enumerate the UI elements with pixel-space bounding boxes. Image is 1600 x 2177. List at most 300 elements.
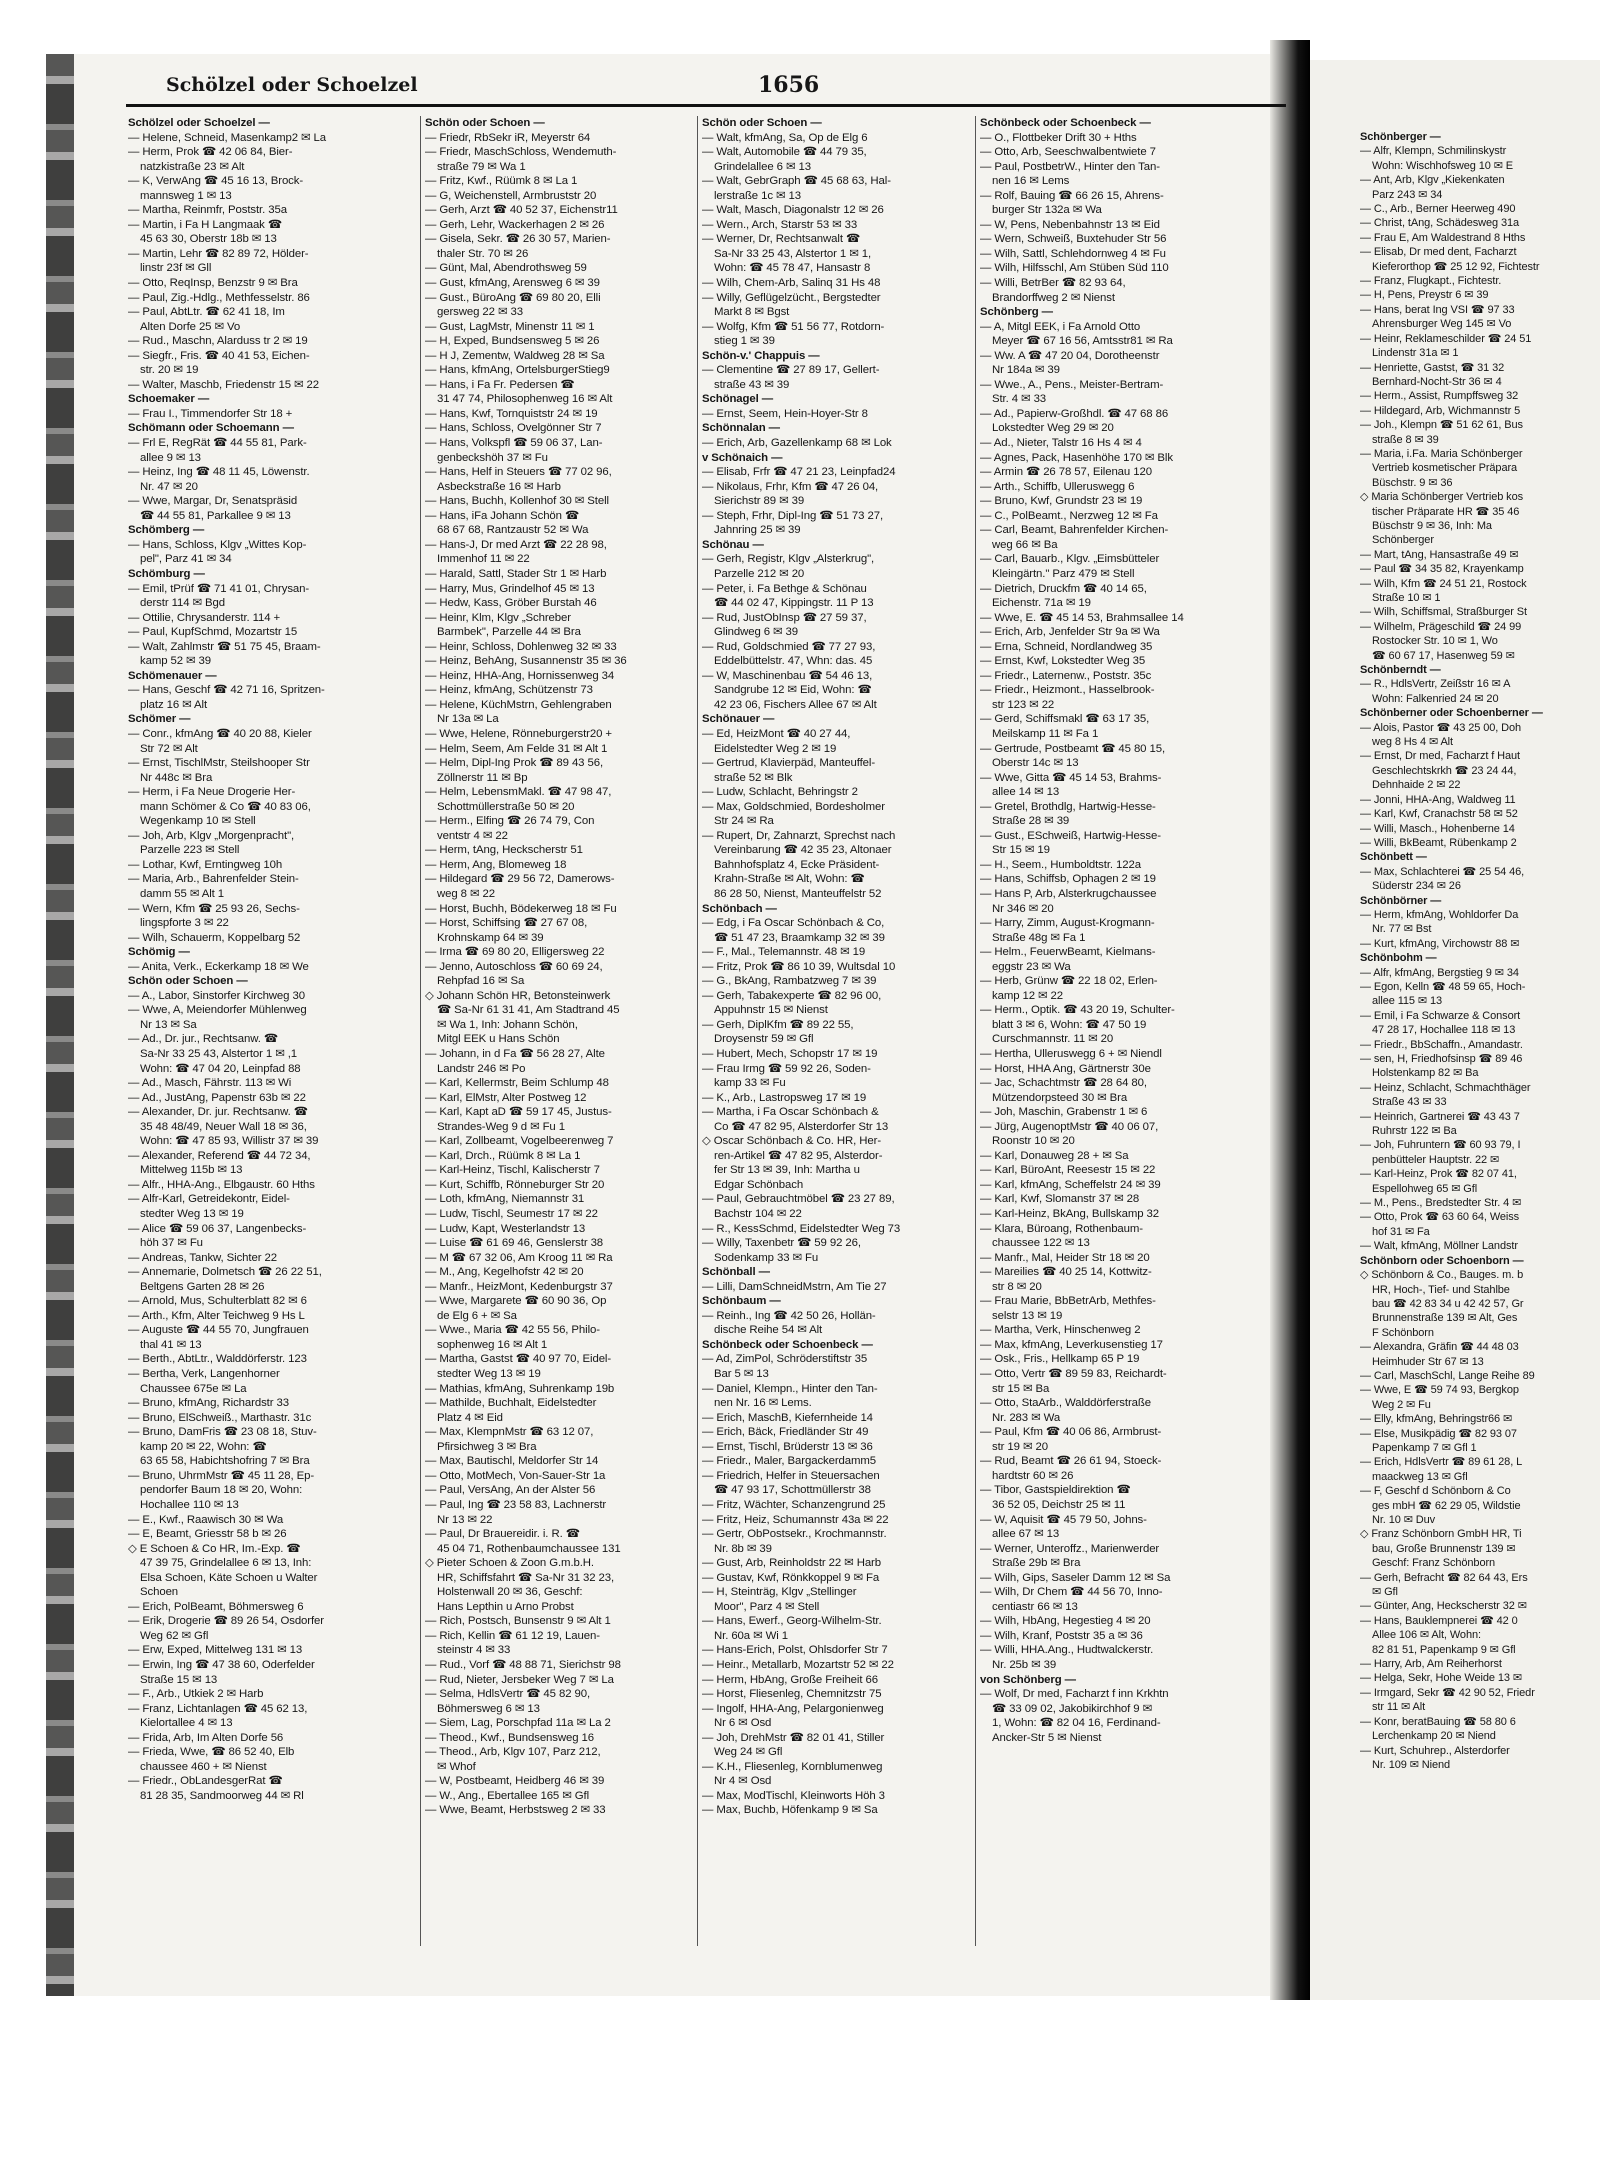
directory-entry: — Frida, Arb, Im Alten Dorfe 56 [128,1731,284,1744]
entry-continuation: Parzelle 223 ✉ Stell [140,844,240,857]
directory-entry: — Dietrich, Druckfm ☎ 40 14 65, [980,582,1147,595]
directory-entry: — Mareilies ☎ 40 25 14, Kottwitz- [980,1266,1152,1279]
entry-continuation: Straße 48g ✉ Fa 1 [992,931,1086,944]
directory-entry: — K.H., Fliesenleg, Kornblumenweg [702,1760,883,1773]
directory-entry: — Herm., Optik. ☎ 43 20 19, Schulter- [980,1004,1175,1017]
entry-continuation: Wohn: Wischhofsweg 10 ✉ E [1372,159,1514,172]
entry-continuation: dische Reihe 54 ✉ Alt [714,1324,823,1337]
directory-entry: — Erich, HdlsVertr ☎ 89 61 28, L [1360,1456,1523,1469]
firm-entry: ◇ Franz Schönborn GmbH HR, Ti [1360,1528,1522,1541]
directory-entry: — Fritz, Kwf., Rüümk 8 ✉ La 1 [425,175,578,188]
entry-continuation: F Schönborn [1372,1326,1434,1339]
directory-entry: — Ernst, Tischl, Brüderstr 13 ✉ 36 [702,1440,873,1453]
directory-entry: — Hans-Erich, Polst, Ohlsdorfer Str 7 [702,1644,888,1657]
entry-continuation: sophenweg 16 ✉ Alt 1 [437,1338,548,1351]
surname-heading: Schönball — [702,1266,770,1279]
entry-continuation: hof 31 ✉ Fa [1372,1225,1430,1238]
entry-continuation: Nr. 10 ✉ Duv [1372,1514,1436,1526]
directory-entry: — M., Pens., Bredstedter Str. 4 ✉ [1360,1197,1522,1210]
directory-entry: — Conr., kfmAng ☎ 40 20 88, Kieler [128,727,312,740]
directory-entry: — Hans, i Fa Fr. Pedersen ☎ [425,378,575,391]
directory-entry: — Martha, Verk, Hinschenweg 2 [980,1324,1141,1337]
directory-entry: — Wilh, Schauerm, Koppelbarg 52 [128,931,301,944]
directory-entry: — Frl E, RegRät ☎ 44 55 81, Park- [128,437,307,450]
directory-entry: — Friedr., BbSchaffn., Amandastr. [1360,1038,1523,1051]
directory-entry: — Jürg, AugenoptMstr ☎ 40 06 07, [980,1120,1159,1133]
directory-entry: — Martin, i Fa H Langmaak ☎ [128,218,282,231]
directory-entry: — Wilh, Schiffsmal, Straßburger St [1360,606,1527,619]
directory-entry: — Gerh, Befracht ☎ 82 64 43, Ers [1360,1571,1528,1584]
directory-entry: — Karl-Heinz, Prok ☎ 82 07 41, [1360,1168,1517,1181]
entry-continuation: 47 39 75, Grindelallee 6 ✉ 13, Inh: [140,1557,312,1570]
directory-entry: — Maria, i.Fa. Maria Schönberger [1360,447,1523,460]
entry-continuation: gersweg 22 ✉ 33 [437,306,523,319]
directory-entry: — Kurt, kfmAng, Virchowstr 88 ✉ [1360,937,1520,950]
entry-continuation: 68 67 68, Rantzaustr 52 ✉ Wa [437,524,589,537]
entry-continuation: str 11 ✉ Alt [1372,1701,1426,1714]
entry-continuation: Alten Dorfe 25 ✉ Vo [140,320,241,333]
directory-entry: — Martha, Reinmfr, Poststr. 35a [128,204,287,217]
directory-entry: — Gust, LagMstr, Minenstr 11 ✉ 1 [425,320,595,333]
directory-entry: — Wilh, Sattl, Schlehdornweg 4 ✉ Fu [980,247,1166,260]
entry-continuation: kamp 52 ✉ 39 [140,655,212,668]
entry-continuation: Meilskamp 11 ✉ Fa 1 [992,727,1099,740]
entry-continuation: 82 81 51, Papenkamp 9 ✉ Gfl [1372,1643,1516,1656]
directory-entry: — Harry, Arb, Am Reiherhorst [1360,1658,1502,1671]
entry-continuation: chaussee 122 ✉ 13 [992,1237,1090,1250]
directory-entry: — Karl, Donauweg 28 + ✉ Sa [980,1149,1129,1162]
entry-continuation: ventstr 4 ✉ 22 [437,829,508,842]
directory-entry: — Arnold, Mus, Schulterblatt 82 ✉ 6 [128,1295,307,1308]
directory-entry: — Paul, Zig.-Hdlg., Methfesselstr. 86 [128,291,310,304]
directory-entry: — Rud., Vorf ☎ 48 88 71, Sierichstr 98 [425,1658,621,1671]
entry-continuation: damm 55 ✉ Alt 1 [140,887,225,900]
directory-entry: — Karl-Heinz, BkAng, Bullskamp 32 [980,1208,1160,1221]
entry-continuation: Straße 15 ✉ 13 [140,1673,218,1686]
entry-continuation: nen Nr. 16 ✉ Lems. [714,1397,812,1410]
directory-entry: — Friedr., Maler, Bargackerdamm5 [702,1455,877,1468]
entry-continuation: Elsa Schoen, Käte Schoen u Walter [140,1571,318,1584]
directory-entry: — Wwe, E. ☎ 45 14 53, Brahmsallee 14 [980,611,1184,624]
directory-entry: — H, Exped, Bundsensweg 5 ✉ 26 [425,335,600,348]
directory-entry: — Ad., Dr. jur., Rechtsanw. ☎ [128,1033,278,1046]
directory-entry: — Fritz, Heiz, Schumannstr 43a ✉ 22 [702,1513,889,1526]
directory-entry: — Max, Schlachterei ☎ 25 54 46, [1360,865,1525,878]
entry-continuation: Vertrieb kosmetischer Präpara [1372,462,1518,475]
entry-continuation: Meyer ☎ 67 16 56, Amtsstr81 ✉ Ra [992,335,1173,348]
directory-entry: — Werner, Unteroffz., Marienwerder [980,1542,1160,1555]
entry-continuation: Ancker-Str 5 ✉ Nienst [992,1731,1102,1744]
directory-entry: — Gretel, Brothdlg, Hartwig-Hesse- [980,800,1156,813]
directory-entry: — Heinz, BehAng, Susannenstr 35 ✉ 36 [425,655,627,668]
directory-entry: — Otto, Arb, Seeschwalbentwiete 7 [980,146,1156,159]
directory-entry: — Ernst, TischlMstr, Steilshooper Str [128,757,310,770]
directory-entry: — Hans, iFa Johann Schön ☎ [425,509,580,522]
directory-entry: — Gisela, Sekr. ☎ 26 30 57, Marien- [425,233,611,246]
directory-entry: — A, Mitgl EEK, i Fa Arnold Otto [980,320,1141,333]
entry-continuation: Nr. 109 ✉ Niend [1372,1758,1451,1771]
directory-entry: — H., Seem., Humboldtstr. 122a [980,858,1141,871]
directory-entry: — G., BkAng, Rambatzweg 7 ✉ 39 [702,975,877,988]
entry-continuation: selstr 13 ✉ 19 [992,1309,1063,1322]
directory-entry: — Carl, Beamt, Bahrenfelder Kirchen- [980,524,1169,537]
surname-heading: v Schönaich — [702,451,783,464]
directory-entry: — Hans, Volkspfl ☎ 59 06 37, Lan- [425,437,603,450]
directory-entry: — Selma, HdlsVertr ☎ 45 82 90, [425,1688,591,1701]
entry-continuation: Nr 346 ✉ 20 [992,902,1054,915]
directory-entry: — E, Beamt, Griesstr 58 b ✉ 26 [128,1528,287,1541]
directory-entry: — Wwe, Gitta ☎ 45 14 53, Brahms- [980,771,1162,784]
directory-entry: — Andreas, Tankw, Sichter 22 [128,1251,277,1264]
directory-entry: — Frau Marie, BbBetrArb, Methfes- [980,1295,1156,1308]
directory-entry: — Max, ModTischl, Kleinworts Höh 3 [702,1789,885,1802]
entry-continuation: Böhmersweg 6 ✉ 13 [437,1702,540,1715]
entry-continuation: str 8 ✉ 20 [992,1280,1042,1293]
entry-continuation: thal 41 ✉ 13 [140,1338,202,1351]
entry-continuation: natzkistraße 23 ✉ Alt [140,160,245,173]
directory-entry: — Alfr-Karl, Getreidekontr, Eidel- [128,1193,290,1206]
entry-continuation: Nr 13 ✉ Sa [140,1018,197,1031]
entry-continuation: HR, Schiffsfahrt ☎ Sa-Nr 31 32 23, [437,1571,615,1584]
directory-entry: — Wwe, A, Meiendorfer Mühlenweg [128,1004,307,1017]
directory-entry: — Herb, Grünw ☎ 22 18 02, Erlen- [980,975,1158,988]
directory-entry: — Friedr, MaschSchloss, Wendemuth- [425,146,617,159]
directory-entry: — Emil, i Fa Schwarze & Consort [1360,1009,1521,1022]
entry-continuation: Wohn: ☎ 47 04 20, Leinpfad 88 [140,1062,301,1075]
entry-continuation: Holstenkamp 82 ✉ Ba [1372,1067,1479,1080]
entry-continuation: Str 24 ✉ Ra [714,815,774,828]
entry-continuation: Bernhard-Nocht-Str 36 ✉ 4 [1372,375,1502,388]
directory-entry: — Paul, Kfm ☎ 40 06 86, Armbrust- [980,1426,1162,1439]
directory-entry: — Karl, Kapt aD ☎ 59 17 45, Justus- [425,1106,612,1119]
surname-heading: Schönbach — [702,902,777,915]
directory-entry: — Mart, tAng, Hansastraße 49 ✉ [1360,548,1519,561]
directory-entry: — W, Aquisit ☎ 45 79 50, Johns- [980,1513,1147,1526]
entry-continuation: ☎ 44 02 47, Kippingstr. 11 P 13 [714,597,874,610]
entry-continuation: thaler Str. 70 ✉ 26 [437,247,529,260]
directory-entry: — Gerh, Lehr, Wackerhagen 2 ✉ 26 [425,218,605,231]
entry-continuation: 63 65 58, Habichtshofring 7 ✉ Bra [140,1455,310,1468]
entry-continuation: Hans Lepthin u Arno Probst [437,1600,574,1613]
directory-entry: — Wilh, Hilfsschl, Am Stüben Süd 110 [980,262,1169,275]
entry-continuation: weg 8 ✉ 22 [437,887,495,900]
directory-entry: — F, Geschf d Schönborn & Co [1360,1485,1511,1498]
directory-entry: — Wilh, Gips, Saseler Damm 12 ✉ Sa [980,1571,1171,1584]
entry-continuation: Kleingärtn." Parz 479 ✉ Stell [992,567,1135,580]
directory-entry: — Friedr, RbSekr iR, Meyerstr 64 [425,131,591,144]
page-number: 1656 [758,72,820,98]
entry-continuation: Vereinbarung ☎ 42 35 23, Altonaer [714,844,892,857]
directory-entry: — Wern, Schweiß, Buxtehuder Str 56 [980,233,1167,246]
entry-continuation: Sierichstr 89 ✉ 39 [714,495,805,508]
directory-entry: — Karl, Kwf, Slomanstr 37 ✉ 28 [980,1193,1140,1206]
firm-entry: ◇ E Schoen & Co HR, Im.-Exp. ☎ [128,1542,301,1555]
entry-continuation: penbütteler Hauptstr. 22 ✉ [1372,1153,1500,1166]
entry-continuation: Barmbek", Parzelle 44 ✉ Bra [437,626,581,639]
directory-entry: — R., HdlsVertr, Zeißstr 16 ✉ A [1360,678,1511,691]
directory-entry: — Ant, Arb, Klgv „Kiekenkaten [1360,174,1505,187]
directory-entry: — Walt, GebrGraph ☎ 45 68 63, Hal- [702,175,891,188]
directory-entry: — Herm, kfmAng, Wohldorfer Da [1360,908,1519,921]
entry-continuation: Edgar Schönbach [714,1178,804,1191]
entry-continuation: höh 37 ✉ Fu [140,1237,203,1250]
entry-continuation: Eichenstr. 71a ✉ 19 [992,597,1091,610]
directory-entry: — Hildegard, Arb, Wichmannstr 5 [1360,404,1521,417]
directory-entry: — Friedr., Heizmont., Hasselbrook- [980,684,1155,697]
directory-entry: — Frau I., Timmendorfer Str 18 + [128,407,293,420]
directory-entry: — Irmgard, Sekr ☎ 42 90 52, Friedr [1360,1686,1535,1699]
directory-entry: — W, Pens, Nebenbahnstr 13 ✉ Eid [980,218,1160,231]
entry-continuation: Moor", Parz 4 ✉ Stell [714,1600,820,1613]
directory-entry: — Willi, BetrBer ☎ 82 93 64, [980,277,1126,290]
directory-entry: — Ad., Masch, Fährstr. 113 ✉ Wi [128,1077,292,1090]
entry-continuation: Sodenkamp 33 ✉ Fu [714,1251,819,1264]
directory-entry: — Erich, Bäck, Friedländer Str 49 [702,1426,869,1439]
entry-continuation: Weg 62 ✉ Gfl [140,1629,209,1642]
entry-continuation: Parz 243 ✉ 34 [1372,188,1443,201]
directory-entry: — Ad., Nieter, Talstr 16 Hs 4 ✉ 4 [980,437,1142,450]
entry-continuation: Mittelweg 115b ✉ 13 [140,1164,243,1177]
entry-continuation: Nr. 60a ✉ Wi 1 [714,1629,788,1642]
entry-continuation: ✉ Wa 1, Inh: Johann Schön, [437,1018,578,1031]
directory-entry: — Horst, HHA Ang, Gärtnerstr 30e [980,1062,1151,1075]
entry-continuation: Krohnskamp 64 ✉ 39 [437,931,544,944]
directory-entry: — Walt, kfmAng, Sa, Op de Elg 6 [702,131,868,144]
entry-continuation: 36 52 05, Deichstr 25 ✉ 11 [992,1498,1126,1511]
entry-continuation: Landstr 246 ✉ Po [437,1062,526,1075]
surname-heading: Schömburg — [128,567,205,580]
directory-entry: — Ad., JustAng, Papenstr 63b ✉ 22 [128,1091,306,1104]
entry-continuation: ☎ 51 47 23, Braamkamp 32 ✉ 39 [714,931,885,944]
directory-entry: — Rud, JustObInsp ☎ 27 59 37, [702,611,867,624]
directory-entry: — Ingolf, HHA-Ang, Pelargonienweg [702,1702,884,1715]
directory-entry: — Reinh., Ing ☎ 42 50 26, Hollän- [702,1309,876,1322]
directory-entry: — Hans, Geschf ☎ 42 71 16, Spritzen- [128,684,325,697]
entry-continuation: steinstr 4 ✉ 33 [437,1644,511,1657]
directory-entry: — Paul, AbtLtr. ☎ 62 41 18, Im [128,306,285,319]
entry-continuation: str 123 ✉ 22 [992,698,1055,711]
directory-entry: — Bruno, Kwf, Grundstr 23 ✉ 19 [980,495,1143,508]
directory-entry: — Jenno, Autoschloss ☎ 60 69 24, [425,960,603,973]
entry-continuation: Schoen [140,1586,179,1599]
entry-continuation: Ahrensburger Weg 145 ✉ Vo [1372,318,1512,331]
entry-continuation: ☎ 33 09 02, Jakobikirchhof 9 ✉ [992,1702,1153,1715]
surname-heading: Schönnalan — [702,422,780,435]
entry-continuation: Schönberger [1372,534,1434,547]
directory-entry: — Walt, Zahlmstr ☎ 51 75 45, Braam- [128,640,321,653]
entry-continuation: Immenhof 11 ✉ 22 [437,553,530,566]
entry-continuation: Wegenkamp 10 ✉ Stell [140,815,256,828]
directory-entry: — K., Arb., Lastropsweg 17 ✉ 19 [702,1091,867,1104]
directory-entry: — Luise ☎ 61 69 46, Genslerstr 38 [425,1237,604,1250]
entry-continuation: ges mbH ☎ 62 29 05, Wildstie [1372,1499,1521,1512]
entry-continuation: genbeckshöh 37 ✉ Fu [437,451,548,464]
directory-entry: — Otto, ReqInsp, Benzstr 9 ✉ Bra [128,277,298,290]
entry-continuation: kamp 33 ✉ Fu [714,1077,786,1090]
directory-entry: — Wilh, Chem-Arb, Salinq 31 Hs 48 [702,277,881,290]
directory-entry: — Auguste ☎ 44 55 70, Jungfrauen [128,1324,309,1337]
directory-entry: — Gertr, ObPostsekr., Krochmannstr. [702,1528,887,1541]
directory-entry: — Franz, Lichtanlagen ☎ 45 62 13, [128,1702,308,1715]
entry-continuation: Kielortallee 4 ✉ 13 [140,1717,233,1730]
directory-entry: — Helm., FeuerwBeamt, Kielmans- [980,946,1156,959]
directory-entry: — Helm, LebensmMakl. ☎ 47 98 47, [425,786,612,799]
entry-continuation: pel", Parz 41 ✉ 34 [140,553,232,566]
surname-heading: Schönbohm — [1360,952,1437,965]
entry-continuation: Zöllnerstr 11 ✉ Bp [437,771,528,784]
directory-entry: — Walter, Maschb, Friedenstr 15 ✉ 22 [128,378,320,391]
entry-continuation: straße 52 ✉ Blk [714,771,793,784]
directory-entry: — Herm, Prok ☎ 42 06 84, Bier- [128,146,293,159]
entry-continuation: Nr. 283 ✉ Wa [992,1411,1061,1424]
entry-continuation: Markt 8 ✉ Bgst [714,306,790,319]
directory-entry: — Klara, Büroang, Rothenbaum- [980,1222,1143,1235]
directory-entry: — Clementine ☎ 27 89 17, Gellert- [702,364,880,377]
entry-continuation: Appuhnstr 15 ✉ Nienst [714,1004,828,1017]
entry-continuation: Bahnhofsplatz 4, Ecke Präsident- [714,858,880,871]
directory-entry: — Wwe, Beamt, Herbstsweg 2 ✉ 33 [425,1804,606,1817]
directory-entry: — Erik, Drogerie ☎ 89 26 54, Osdorfer [128,1615,324,1628]
directory-entry: — Bruno, UhrmMstr ☎ 45 11 28, Ep- [128,1469,315,1482]
entry-continuation: Droysenstr 59 ✉ Gfl [714,1033,814,1046]
directory-entry: — Erich, PolBeamt, Böhmersweg 6 [128,1600,304,1613]
entry-continuation: pendorfer Baum 18 ✉ 20, Wohn: [140,1484,303,1497]
directory-entry: — Helene, KüchMstrn, Gehlengraben [425,698,612,711]
directory-entry: — Alois, Pastor ☎ 43 25 00, Doh [1360,721,1522,734]
directory-entry: — Hans P, Arb, Alsterkrugchaussee [980,887,1157,900]
directory-entry: — Paul, Ing ☎ 23 58 83, Lachnerstr [425,1498,607,1511]
directory-entry: — Heinr, Schloss, Dohlenweg 32 ✉ 33 [425,640,617,653]
directory-entry: — Tibor, Gastspieldirektion ☎ [980,1484,1131,1497]
entry-continuation: Nr 6 ✉ Osd [714,1717,772,1730]
firm-entry: ◇ Maria Schönberger Vertrieb kos [1360,491,1524,504]
directory-entry: — Hans, Schloss, Ovelgönner Str 7 [425,422,602,435]
directory-entry: — Gertrud, Klavierpäd, Manteuffel- [702,757,876,770]
directory-entry: — Edg, i Fa Oscar Schönbach & Co, [702,917,885,930]
entry-continuation: Curschmannstr. 11 ✉ 20 [992,1033,1114,1046]
directory-entry: — Siegfr., Fris. ☎ 40 41 53, Eichen- [128,349,310,362]
surname-heading: Schön-v.' Chappuis — [702,349,820,362]
entry-continuation: ☎ Sa-Nr 61 31 41, Am Stadtrand 45 [437,1004,620,1017]
directory-entry: — Carl, MaschSchl, Lange Reihe 89 [1360,1369,1535,1382]
entry-continuation: Nr. 25b ✉ 39 [992,1658,1057,1671]
directory-entry: — Mathias, kfmAng, Suhrenkamp 19b [425,1382,615,1395]
entry-continuation: Weg 2 ✉ Fu [1372,1398,1431,1411]
entry-continuation: Ruhrstr 122 ✉ Ba [1372,1125,1457,1138]
firm-entry: ◇ Schönborn & Co., Bauges. m. b [1360,1269,1524,1282]
directory-entry: — Berth., AbtLtr., Walddörferstr. 123 [128,1353,307,1366]
entry-continuation: ☎ 60 67 17, Hasenweg 59 ✉ [1372,649,1515,662]
directory-entry: — Heinz, HHA-Ang, Hornissenweg 34 [425,669,615,682]
directory-entry: — Rupert, Dr, Zahnarzt, Sprechst nach [702,829,896,842]
entry-continuation: Nr 448c ✉ Bra [140,771,213,784]
entry-continuation: Nr. 47 ✉ 20 [140,480,198,493]
entry-continuation: Papenkamp 7 ✉ Gfl 1 [1372,1441,1477,1454]
directory-entry: — Alfr., HHA-Ang., Elbgaustr. 60 Hths [128,1178,315,1191]
entry-continuation: Glindweg 6 ✉ 39 [714,626,799,639]
directory-entry: — Agnes, Pack, Hasenhöhe 170 ✉ Blk [980,451,1173,464]
directory-entry: — Joh, Maschin, Grabenstr 1 ✉ 6 [980,1106,1148,1119]
entry-continuation: Geschlechtskrkh ☎ 23 24 44, [1372,764,1517,777]
directory-entry: — Hedw, Kass, Gröber Burstah 46 [425,597,597,610]
directory-entry: — Hans, Buchh, Kollenhof 30 ✉ Stell [425,495,609,508]
entry-continuation: 45 63 30, Oberstr 18b ✉ 13 [140,233,277,246]
directory-entry: — Max, Goldschmied, Bordesholmer [702,800,885,813]
directory-entry: — Gerd, Schiffsmakl ☎ 63 17 35, [980,713,1150,726]
entry-continuation: Eddelbüttelstr. 47, Whn: das. 45 [714,655,873,668]
entry-continuation: Holstenwall 20 ✉ 36, Geschf: [437,1586,583,1599]
directory-entry: — Ed, HeizMont ☎ 40 27 44, [702,727,851,740]
directory-entry: — Frau E, Am Waldestrand 8 Hths [1360,231,1526,244]
entry-continuation: Rostocker Str. 10 ✉ 1, Wo [1372,635,1498,648]
entry-continuation: Nr 13a ✉ La [437,713,499,726]
entry-continuation: ☎ 44 55 81, Parkallee 9 ✉ 13 [140,509,291,522]
directory-entry: — Hans, berat Ing VSI ☎ 97 33 [1360,303,1515,316]
directory-entry: — Heinr., Metallarb, Mozartstr 52 ✉ 22 [702,1658,894,1671]
directory-entry: — Arth., Kfm, Alter Teichweg 9 Hs L [128,1309,305,1322]
entry-continuation: Wohn: Falkenried 24 ✉ 20 [1372,692,1499,705]
entry-continuation: bau, Große Brunnenstr 139 ✉ [1372,1542,1516,1555]
directory-entry: — Friedrich, Helfer in Steuersachen [702,1469,880,1482]
entry-continuation: burger Str 132a ✉ Wa [992,204,1102,217]
directory-entry: — Hildegard ☎ 29 56 72, Damerows- [425,873,615,886]
directory-entry: — Alfr, Klempn, Schmilinskystr [1360,145,1507,158]
directory-entry: — Erwin, Ing ☎ 47 38 60, Oderfelder [128,1658,315,1671]
directory-entry: — Joh., Klempn ☎ 51 62 61, Bus [1360,419,1523,432]
directory-entry: — Ad, ZimPol, Schröderstiftstr 35 [702,1353,868,1366]
entry-continuation: HR, Hoch-, Tief- und Stahlbe [1372,1283,1510,1296]
entry-continuation: Kieferorthop ☎ 25 12 92, Fichtestr [1372,260,1540,273]
entry-continuation: Nr. 77 ✉ Bst [1372,923,1432,936]
entry-continuation: Dehnhaide 2 ✉ 22 [1372,779,1461,792]
entry-continuation: hardtstr 60 ✉ 26 [992,1469,1074,1482]
directory-entry: — R., KessSchmd, Eidelstedter Weg 73 [702,1222,901,1235]
directory-entry: — W., Ang., Ebertallee 165 ✉ Gfl [425,1789,589,1802]
directory-entry: — Erich, Arb, Jenfelder Str 9a ✉ Wa [980,626,1160,639]
entry-continuation: Nr. 8b ✉ 39 [714,1542,772,1555]
directory-entry: — Max, Buchb, Höfenkamp 9 ✉ Sa [702,1804,878,1817]
directory-entry: — Rud, Nieter, Jersbeker Weg 7 ✉ La [425,1673,614,1686]
directory-entry: — Horst, Fliesenleg, Chemnitzstr 75 [702,1688,882,1701]
entry-continuation: Strandes-Weg 9 d ✉ Fu 1 [437,1120,565,1133]
entry-continuation: Lokstedter Weg 29 ✉ 20 [992,422,1114,435]
directory-entry: — Fritz, Prok ☎ 86 10 39, Wultsdal 10 [702,960,896,973]
directory-entry: — Harry, Zimm, August-Krogmann- [980,917,1155,930]
surname-heading: Schönagel — [702,393,774,406]
entry-continuation: Wohn: ☎ 47 85 93, Willistr 37 ✉ 39 [140,1135,319,1148]
directory-entry: — Egon, Kelln ☎ 48 59 65, Hoch- [1360,980,1526,993]
directory-entry: — Heinz, Schlacht, Schmachthäger [1360,1081,1531,1094]
entry-continuation: Bachstr 104 ✉ 22 [714,1208,802,1221]
entry-continuation: allee 115 ✉ 13 [1372,995,1442,1008]
directory-entry: — Peter, i. Fa Bethge & Schönau [702,582,867,595]
entry-continuation: Mützendorpsteed 30 ✉ Bra [992,1091,1128,1104]
entry-continuation: Brandorffweg 2 ✉ Nienst [992,291,1115,304]
directory-entry: — Gerh, Arzt ☎ 40 52 37, Eichenstr11 [425,204,618,217]
directory-entry: — Kurt, Schiffb, Rönneburger Str 20 [425,1178,605,1191]
firm-entry: ◇ Johann Schön HR, Betonsteinwerk [425,989,611,1002]
directory-entry: — Otto, Prok ☎ 63 60 64, Weiss [1360,1211,1520,1224]
directory-entry: — Heinz, kfmAng, Schützenstr 73 [425,684,593,697]
entry-continuation: lerstraße 1c ✉ 13 [714,189,801,202]
entry-continuation: allee 67 ✉ 13 [992,1528,1060,1541]
directory-entry: — Helm, Seem, Am Felde 31 ✉ Alt 1 [425,742,608,755]
directory-entry: — Max, Bautischl, Meldorfer Str 14 [425,1455,599,1468]
directory-entry: — Otto, StaArb., Walddörferstraße [980,1397,1151,1410]
directory-entry: — Hubert, Mech, Schopstr 17 ✉ 19 [702,1048,878,1060]
surname-heading: Schönbeck oder Schoenbeck — [980,117,1151,129]
directory-entry: — Hans, Schiffsb, Ophagen 2 ✉ 19 [980,873,1156,886]
